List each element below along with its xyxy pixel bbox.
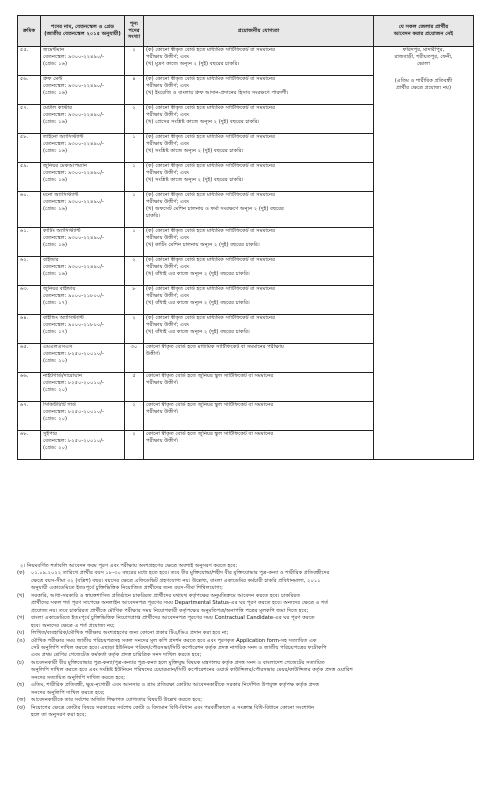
row-post [41, 286, 125, 315]
post-grade: (গ্রেড: ২০) [43, 444, 67, 451]
post-grade: (গ্রেড: ২০) [43, 386, 67, 393]
post-scale: বেতনস্কেল: ৮২৫০-২০০১০/- [43, 408, 104, 415]
post-title: লাইনো অ্যাসিস্ট্যান্ট [43, 134, 84, 140]
row-post [41, 134, 125, 163]
post-title: নাইটগার্ড/দারোয়ান [43, 373, 82, 379]
excluded-districts-note [376, 78, 471, 92]
qualification-line: পরীক্ষায় উত্তীর্ণ। [146, 437, 179, 444]
vacancy-table [17, 15, 474, 460]
row-serial: ৫৭. [18, 105, 41, 134]
row-serial: ৬৭. [18, 402, 41, 431]
row-post [41, 431, 125, 460]
row-serial: ৬৫. [18, 344, 41, 373]
condition-text [31, 630, 473, 637]
row-post [41, 192, 125, 228]
post-scale: বেতনস্কেল: ৯৩০০-২২৪৯০/- [43, 82, 104, 89]
row-post [41, 228, 125, 257]
condition-text [31, 660, 473, 682]
post-title: প্রুফ মেন্ট [43, 76, 63, 82]
post-grade: (গ্রেড: ১৬) [43, 60, 67, 67]
condition-label: (ঙ) [17, 637, 25, 644]
excluded-districts-cell [374, 47, 474, 460]
post-scale: বেতনস্কেল: ৯০০০-২১৮০০/- [43, 321, 104, 328]
qualification-line: (খ) মুদ্রণ কাজে অন্যূন ২ (দুই) বছরের চাকরি। [146, 60, 240, 67]
row-serial: ৫৯. [18, 163, 41, 192]
post-scale: বেতনস্কেল: ৯৩০০-২২৪৯০/- [43, 263, 104, 270]
qualification-line: পরীক্ষায় উত্তীর্ণ; এবং [146, 53, 190, 60]
qualification-line: পরীক্ষায় উত্তীর্ণ; এবং [146, 292, 190, 299]
row-qualification [144, 315, 374, 344]
qualification-line: (ক) কোনো স্বীকৃত বোর্ড হতে মাধ্যমিক সার্টিফিকেট বা সমমানের [146, 286, 275, 292]
row-post [41, 344, 125, 373]
row-vacancy-count: ৩০ [125, 344, 144, 373]
row-vacancy-count: ১ [125, 228, 144, 257]
qualification-line: পরীক্ষায় উত্তীর্ণ; এবং [146, 198, 190, 205]
post-grade: (গ্রেড: ১৬) [43, 270, 67, 277]
condition-text [31, 697, 473, 704]
condition-item [17, 615, 473, 630]
row-qualification [144, 402, 374, 431]
qualification-line: কোনো স্বীকৃত বোর্ড হতে মাধ্যমিক সার্টিফিকেট বা সমমানের পরীক্ষায় [146, 344, 284, 350]
row-serial: ৬৬. [18, 373, 41, 402]
row-post [41, 373, 125, 402]
condition-line: অনুলিপি দাখিল করতে হবে এবং সংশ্লিষ্ট ইউনিয়ন পরিষদের চেয়ারম্যান/সিটি কর্পোরেশনের ওয়ার্ড কাউন্সিলর/পৌরসভার মেয়র/কাউন্সিলর কর্তৃক প্রদত্ত ওয়ারিশ [31, 667, 353, 674]
post-title: বাইন্ডিং অ্যাসিস্ট্যান্ট [43, 315, 84, 321]
header-post: পদের নাম, বেতনস্কেল ও গ্রেড (জাতীয় বেতনস্কেল ২০১৫ অনুযায়ী) [41, 16, 125, 47]
qualification-line: (খ) ইংরেজি ও বাংলায় প্রুফ আদান-প্রদানের হিসাব সংরক্ষণে পারদর্শী। [146, 89, 289, 96]
table-row [18, 47, 474, 76]
qualification-line: (খ) প্রেসের সংশ্লিষ্ট কাজে অন্যূন ২ (দুই) বছরের চাকরি। [146, 118, 260, 125]
row-vacancy-count: ১ [125, 134, 144, 163]
row-post [41, 163, 125, 192]
condition-item [17, 697, 473, 704]
row-serial: ৫৫. [18, 47, 41, 76]
qualification-line: (খ) বাঁধাই এর কাজে অন্যূন ২ (দুই) বছরের চাকরি। [146, 270, 250, 277]
row-vacancy-count: ২ [125, 47, 144, 76]
qualification-line: (ক) কোনো স্বীকৃত বোর্ড হতে মাধ্যমিক সার্টিফিকেট বা সমমানের [146, 134, 275, 140]
post-grade: (গ্রেড: ১৬) [43, 176, 67, 183]
qualification-line: (খ) সংশ্লিষ্ট কাজে অন্যূন ২ (দুই) বছরের চাকরি। [146, 176, 244, 183]
condition-label: (জ) [17, 697, 26, 704]
condition-item [17, 682, 473, 697]
qualification-line: পরীক্ষায় উত্তীর্ণ; এবং [146, 169, 190, 176]
qualification-line: (ক) কোনো স্বীকৃত বোর্ড হতে মাধ্যমিক সার্টিফিকেট বা সমমানের [146, 192, 275, 198]
condition-text [31, 570, 473, 592]
condition-line: নিয়োগের ক্ষেত্রে কোটার বিষয়ে সরকারের সর্বশেষ কোটা ও বিদ্যমান বিধি-বিধান এবং পরবর্তীকালে এ সংক্রান্ত বিধি-বিধানে কোনো সংশোধন [31, 704, 315, 711]
qualification-line: (ক) কোনো স্বীকৃত বোর্ড হতে মাধ্যমিক সার্টিফিকেট বা সমমানের [146, 163, 275, 169]
post-scale: বেতনস্কেল: ৯৩০০-২২৪৯০/- [43, 140, 104, 147]
conditions-intro: ২। নিয়মবর্ণিত শর্তাবলি আবেদন ফরম পূরণ এবং পরীক্ষায় অংশগ্রহণের ক্ষেত্রে অবশ্যই অনুসরণ করতে হবে: [20, 563, 238, 569]
row-serial: ৬৩. [18, 286, 41, 315]
row-qualification [144, 228, 374, 257]
condition-line: হলে তা অনুসরণ করা হবে; [31, 712, 87, 719]
qualification-line: (খ) অফসেট মেশিন চালনায় ও ফর্মা সংরক্ষণে অন্যূন ২ (দুই) বছরের [146, 205, 284, 212]
qualification-line: (খ) সংশ্লিষ্ট কাজে অন্যূন ২ (দুই) বছরের চাকরি। [146, 147, 244, 154]
post-grade: (গ্রেড: ১৬) [43, 89, 67, 96]
condition-line: বাংলা একাডেমিতে ইতঃপূর্বে চুক্তিভিত্তিক নিয়োগপ্রাপ্ত প্রার্থীদের আবেদনপত্র পূরণের সময় Contractual Candidate-এর ঘর পূরণ করতে [31, 615, 315, 622]
post-title: সুইপার [43, 431, 58, 437]
row-qualification [144, 431, 374, 460]
condition-label: (ঘ) [17, 630, 25, 637]
header-serial: ক্রমিক [18, 16, 41, 47]
qualification-line: (খ) বাঁধাই এর কাজে অন্যূন ২ (দুই) বছরের চাকরি। [146, 299, 250, 306]
row-post [41, 105, 125, 134]
condition-line: অনুযায়ী একাডেমিতে ইতঃপূর্বে চুক্তিভিত্তিক নিয়োজিত প্রার্থীদের জন্য বয়স-সীমা শিথিলযোগ্য; [31, 585, 223, 592]
post-scale: বেতনস্কেল: ৯৩০০-২২৪৯০/- [43, 198, 104, 205]
excluded-note-line: (এতিম ও শারীরিক প্রতিবন্ধী [394, 77, 453, 84]
post-grade: (গ্রেড: ১৭) [43, 328, 67, 335]
qualification-line: পরীক্ষায় উত্তীর্ণ; এবং [146, 111, 190, 118]
condition-label: (খ) [17, 592, 25, 599]
condition-item [17, 638, 473, 660]
post-grade: (গ্রেড: ১৬) [43, 118, 67, 125]
excluded-district-line: ভোলা [417, 60, 430, 67]
condition-line: ০১.০৯.২০২২ তারিখে প্রার্থীর বয়স ১৮-৩০ বছরের মধ্যে হতে হবে। তবে বীর মুক্তিযোদ্ধা/শহীদ বীর মুক্তিযোদ্ধার পুত্র-কন্যা ও শারীরিক প্রতিবন্ধীদের [31, 570, 330, 577]
condition-line: প্রার্থীদের সকল শর্ত পূরণ সাপেক্ষে অনলাইন আবেদনপত্র পূরণের সময় Departmental Status-এর ঘর পূরণ করতে হবে। অন্যদের ক্ষেত্রে এ শর্ত [31, 600, 329, 607]
post-scale: বেতনস্কেল: ৯৩০০-২২৪৯০/- [43, 234, 104, 241]
row-vacancy-count: ২ [125, 257, 144, 286]
row-qualification [144, 134, 374, 163]
qualification-line: কোনো স্বীকৃত বোর্ড হতে জুনিয়র স্কুল সার্টিফিকেট বা সমমানের [146, 431, 274, 437]
qualification-line: পরীক্ষায় উত্তীর্ণ; এবং [146, 82, 190, 89]
condition-label: (গ) [17, 615, 25, 622]
row-vacancy-count: ২ [125, 105, 144, 134]
condition-text [31, 593, 473, 615]
post-title: জুনিয়র বাইন্ডার [43, 286, 76, 292]
qualification-line: (ক) কোনো স্বীকৃত বোর্ড হতে মাধ্যমিক সার্টিফিকেট বা সমমানের [146, 228, 275, 234]
row-vacancy-count: ২ [125, 402, 144, 431]
condition-label: (ক) [17, 570, 25, 577]
post-title: জমেন্টমান [43, 47, 65, 53]
condition-line: সরকারি, আধা-সরকারি ও স্বায়ত্তশাসিত প্রতিষ্ঠানে চাকরিরত প্রার্থীদের যথাযথ কর্তৃপক্ষের অনুমতিক্রমে আবেদন করতে হবে। চাকরিরত [31, 592, 301, 599]
row-qualification [144, 163, 374, 192]
post-scale: বেতনস্কেল: ৯৩০০-২২৪৯০/- [43, 111, 104, 118]
condition-line: আবেদনকারী বীর মুক্তিযোদ্ধার পুত্র-কন্যা/পুত্র-কন্যার পুত্র-কন্যা হলে মুক্তিযুদ্ধ বিষয়ক মন্ত্রণালয় কর্তৃক প্রদত্ত সনদ ও বাংলাদেশ গেজেটের সত্যায়িত [31, 659, 325, 666]
post-title: সিকিউরিটি গার্ড [43, 402, 77, 408]
row-qualification [144, 344, 374, 373]
table-header-row [18, 16, 474, 47]
qualification-line: পরীক্ষায় উত্তীর্ণ; এবং [146, 321, 190, 328]
row-qualification [144, 286, 374, 315]
post-grade: (গ্রেড: ১৬) [43, 147, 67, 154]
condition-item [17, 570, 473, 592]
post-scale: বেতনস্কেল: ৮২৫০-২০০১০/- [43, 350, 104, 357]
condition-line: সনদের সত্যায়িত অনুলিপি দাখিল করতে হবে; [31, 674, 126, 681]
condition-line: প্রযোজ্য নয়। তবে চাকরিরত প্রার্থীকে মৌখিক পরীক্ষার সময় নিয়োগকারী কর্তৃপক্ষের অনুমতিপত্র/অনাপত্তি পত্রের মূলকপি জমা দিতে হবে; [31, 607, 309, 614]
post-grade: (গ্রেড: ২০) [43, 415, 67, 422]
post-grade: (গ্রেড: ১৬) [43, 205, 67, 212]
row-qualification [144, 192, 374, 228]
row-vacancy-count: ২ [125, 315, 144, 344]
qualification-line: পরীক্ষায় উত্তীর্ণ; এবং [146, 140, 190, 147]
post-title: মেটাল কাস্টার [43, 105, 73, 111]
qualification-line: পরীক্ষায় উত্তীর্ণ। [146, 379, 179, 386]
qualification-line: চাকরি। [146, 212, 161, 219]
row-post [41, 315, 125, 344]
qualification-line: (ক) কোনো স্বীকৃত বোর্ড হতে মাধ্যমিক সার্টিফিকেট বা সমমানের [146, 76, 275, 82]
post-title: জুনিয়র মেকআপম্যান [43, 163, 87, 169]
condition-item [17, 630, 473, 637]
condition-line: ক্ষেত্রে বয়স-সীমা ৩২ (বত্রিশ) বছর। বয়সের ক্ষেত্রে এফিডেভিট গ্রহণযোগ্য নয়। উল্লেখ্য, বাংলা একাডেমির কর্মচারী চাকরি প্রবিধানমালা, ২০১১ [31, 577, 321, 584]
row-serial: ৬২. [18, 257, 41, 286]
qualification-line: কোনো স্বীকৃত বোর্ড হতে জুনিয়র স্কুল সার্টিফিকেট বা সমমানের [146, 402, 274, 408]
condition-line: হবে। অন্যদের ক্ষেত্রে এ শর্ত প্রযোজ্য নয়; [31, 622, 115, 629]
post-grade: (গ্রেড: ১৭) [43, 299, 67, 306]
condition-item [17, 705, 473, 720]
row-qualification [144, 47, 374, 76]
condition-item [17, 660, 473, 682]
conditions-section [17, 563, 473, 720]
condition-label: (ছ) [17, 682, 25, 689]
post-scale: বেতনস্কেল: ৯৩০০-২২৪৯০/- [43, 53, 104, 60]
post-scale: বেতনস্কেল: ৮২৫০-২০০১০/- [43, 379, 104, 386]
qualification-line: পরীক্ষায় উত্তীর্ণ; এবং [146, 234, 190, 241]
condition-text [31, 615, 473, 630]
qualification-line: (ক) কোনো স্বীকৃত বোর্ড হতে মাধ্যমিক সার্টিফিকেট বা সমমানের [146, 257, 275, 263]
row-vacancy-count: ১ [125, 163, 144, 192]
row-vacancy-count: ১ [125, 192, 144, 228]
post-title: মনো অ্যাসিস্ট্যান্ট [43, 192, 79, 198]
post-scale: বেতনস্কেল: ৮২৫০-২০০১০/- [43, 437, 104, 444]
condition-line: আবেদনকারীকে তার সর্বশেষ অর্জিত শিক্ষাগত যোগ্যতার বিষয়টি উল্লেখ করতে হবে; [31, 697, 202, 704]
condition-line: লিখিত/ব্যবহারিক/মৌখিক পরীক্ষায় অংশগ্রহণের জন্য কোনো প্রকার টিএ/ডিএ প্রদান করা হবে না; [31, 630, 229, 637]
qualification-line: পরীক্ষায় উত্তীর্ণ; এবং [146, 263, 190, 270]
row-qualification [144, 105, 374, 134]
condition-label: (চ) [17, 659, 24, 666]
post-scale: বেতনস্কেল: ৯৩০০-২২৪৯০/- [43, 169, 104, 176]
header-excluded-districts: যে সকল জেলার প্রার্থীর আবেদন করার প্রয়োজন নেই [374, 16, 474, 47]
row-qualification [144, 373, 374, 402]
row-serial: ৬০. [18, 192, 41, 228]
row-serial: ৬৪. [18, 315, 41, 344]
condition-line: সনদের অনুলিপি দাখিল করতে হবে; [31, 689, 105, 696]
row-serial: ৫৬. [18, 76, 41, 105]
post-grade: (গ্রেড: ২০) [43, 357, 67, 364]
post-title: বাইন্ডার [43, 257, 59, 263]
condition-item [17, 593, 473, 615]
qualification-line: (খ) কাটিং মেশিন চালনায় অন্যূন ২ (দুই) বছরের চাকরি। [146, 241, 260, 248]
row-serial: ৬৮. [18, 431, 41, 460]
vacancy-table-body [18, 47, 474, 460]
post-grade: (গ্রেড: ১৬) [43, 241, 67, 248]
row-post [41, 402, 125, 431]
qualification-line: কোনো স্বীকৃত বোর্ড হতে জুনিয়র স্কুল সার্টিফিকেট বা সমমানের [146, 373, 274, 379]
row-vacancy-count: ৪ [125, 76, 144, 105]
excluded-district-line: ফরিদপুর, মাদারীপুর, [402, 47, 445, 53]
row-serial: ৬১. [18, 228, 41, 257]
header-vacancy: শূন্য পদের সংখ্যা [125, 16, 144, 47]
qualification-line: (খ) বাঁধাই এর কাজে অন্যূন ২ (দুই) বছরের চাকরি। [146, 328, 250, 335]
condition-label: (ঝ) [17, 704, 25, 711]
post-title: এমএলএসএস [43, 344, 73, 350]
row-qualification [144, 76, 374, 105]
row-post [41, 47, 125, 76]
row-serial: ৫৮. [18, 134, 41, 163]
condition-line: সেট অনুলিপি দাখিল করতে হবে। এছাড়া ইউনিয়ন পরিষদ/পৌরসভা/সিটি কর্পোরেশন কর্তৃক প্রদত্ত নাগরিক সনদ ও জাতীয় পরিচয়পত্রের ফটোকপি [31, 644, 327, 651]
condition-line: এবং প্রথম শ্রেণির গেজেটেড কর্মকর্তা কর্তৃক প্রদত্ত চারিত্রিক সনদ দাখিল করতে হবে; [31, 652, 202, 659]
excluded-note-line: প্রার্থীর ক্ষেত্রে প্রযোজ্য নয়) [396, 84, 451, 91]
condition-text [31, 638, 473, 660]
post-title: কাটিং অ্যাসিস্ট্যান্ট [43, 228, 81, 234]
row-vacancy-count: ২ [125, 431, 144, 460]
row-qualification [144, 257, 374, 286]
condition-text [31, 682, 473, 697]
row-post [41, 257, 125, 286]
conditions-list [17, 570, 473, 719]
condition-text [31, 705, 473, 720]
qualification-line: পরীক্ষায় উত্তীর্ণ। [146, 408, 179, 415]
qualification-line: উত্তীর্ণ। [146, 350, 161, 357]
row-vacancy-count: ৫ [125, 373, 144, 402]
post-scale: বেতনস্কেল: ৯০০০-২১৮০০/- [43, 292, 104, 299]
header-qualification: প্রয়োজনীয় যোগ্যতা [144, 16, 374, 47]
qualification-line: (ক) কোনো স্বীকৃত বোর্ড হতে মাধ্যমিক সার্টিফিকেট বা সমমানের [146, 47, 275, 53]
excluded-district-line: রাজবাড়ী, শরীয়তপুর, ফেনী, [394, 53, 453, 60]
condition-line: মৌখিক পরীক্ষার সময় জাতীয় পরিচয়পত্রসহ সকল সনদের মূল কপি প্রদর্শন করতে হবে এবং পূরণকৃত Application form-সহ সত্যায়িত এক [31, 637, 317, 644]
qualification-line: (ক) কোনো স্বীকৃত বোর্ড হতে মাধ্যমিক সার্টিফিকেট বা সমমানের [146, 105, 275, 111]
condition-line: এতিম, শারীরিক প্রতিবন্ধী, ক্ষুদ্র-নৃগোষ্ঠী এবং আনসার ও গ্রাম প্রতিরক্ষা কোটায় আবেদনকারীকে সরকার নির্দেশিত উপযুক্ত কর্তৃপক্ষ কর্তৃক প্রদত্ত [31, 682, 319, 689]
row-post [41, 76, 125, 105]
row-vacancy-count: ৮ [125, 286, 144, 315]
qualification-line: (ক) কোনো স্বীকৃত বোর্ড হতে মাধ্যমিক সার্টিফিকেট বা সমমানের [146, 315, 275, 321]
